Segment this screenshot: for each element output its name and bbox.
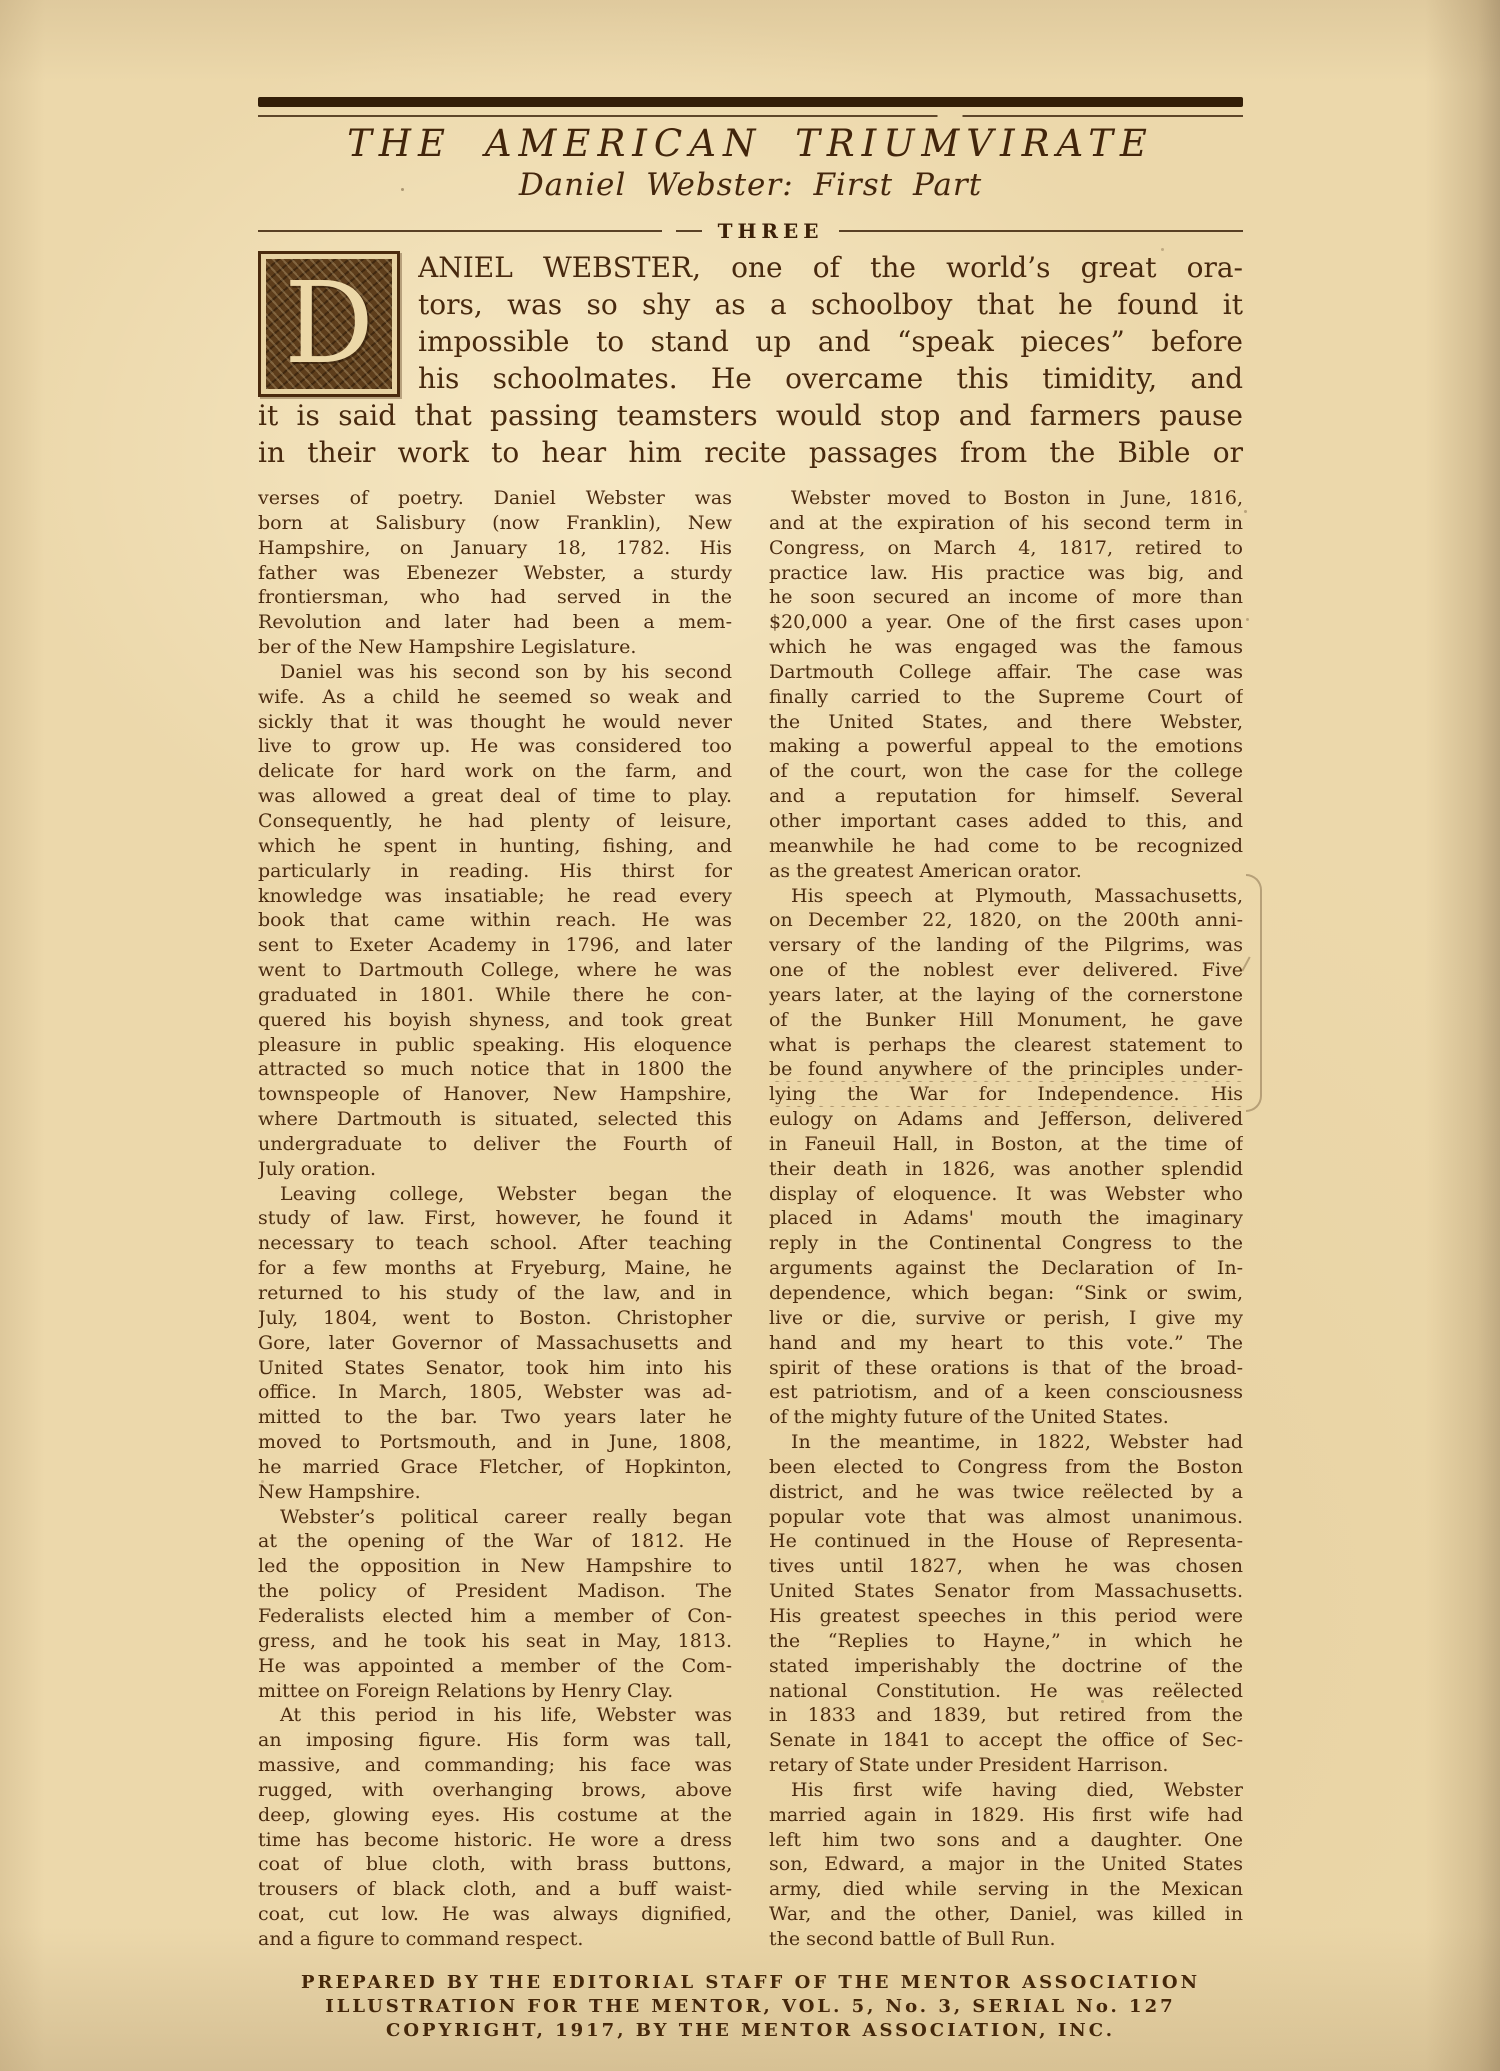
text-line: attracted so much notice that in 1800 the xyxy=(258,1058,732,1081)
lead-paragraph xyxy=(258,249,1243,471)
text-line: son, Edward, a major in the United States xyxy=(769,1853,1243,1876)
text-line: dependence, which began: “Sink or swim, xyxy=(769,1282,1243,1304)
imprint-line-2: ILLUSTRATION FOR THE MENTOR, VOL. 5, No. 3, SERIAL No. 127 xyxy=(325,1996,1176,2017)
text-line: the “Replies to Hayne,” in which he xyxy=(769,1629,1243,1652)
imprint-line-3: COPYRIGHT, 1917, BY THE MENTOR ASSOCIATION, INC. xyxy=(386,2020,1115,2041)
text-line: Federalists elected him a member of Con- xyxy=(258,1604,732,1627)
text-line: In the meantime, in 1822, Webster had xyxy=(791,1431,1243,1454)
text-line: placed in Adams' mouth the imaginary xyxy=(769,1207,1243,1230)
text-line: tives until 1827, when he was chosen xyxy=(769,1555,1243,1578)
text-line: and a figure to command respect. xyxy=(258,1927,584,1950)
text-line: been elected to Congress from the Boston xyxy=(769,1455,1243,1478)
text-line: and at the expiration of his second term in xyxy=(769,511,1243,534)
divider-dash xyxy=(676,230,702,232)
text-line: frontiersman, who had served in the xyxy=(258,586,732,609)
text-line: the United States, and there Webster, xyxy=(769,710,1243,733)
text-line: trousers of black cloth, and a buff waist- xyxy=(258,1878,732,1901)
left-column xyxy=(258,486,732,1952)
text-line: time has become historic. He wore a dress xyxy=(258,1828,732,1851)
text-line: on December 22, 1820, on the 200th anni- xyxy=(769,909,1243,932)
text-line: United States Senator, took him into his xyxy=(258,1356,732,1379)
article-title: THE AMERICAN TRIUMVIRATE xyxy=(347,122,1154,165)
text-line: reply in the Continental Congress to the xyxy=(769,1232,1243,1255)
text-line: tors, was so shy as a schoolboy that he found it xyxy=(418,288,1243,321)
text-line: massive, and commanding; his face was xyxy=(258,1754,732,1777)
text-line: in 1833 and 1839, but retired from the xyxy=(769,1704,1243,1727)
text-line: was allowed a great deal of time to play. xyxy=(258,785,732,808)
text-line: $20,000 a year. One of the first cases upon xyxy=(769,611,1243,634)
text-line: making a powerful appeal to the emotions xyxy=(769,735,1243,758)
text-line: he soon secured an income of more than xyxy=(769,586,1243,609)
text-line: book that came within reach. He was xyxy=(258,909,732,932)
text-line: Congress, on March 4, 1817, retired to xyxy=(769,536,1243,559)
text-line: live to grow up. He was considered too xyxy=(258,735,732,758)
text-line: wife. As a child he seemed so weak and xyxy=(258,685,732,708)
text-line: He was appointed a member of the Com- xyxy=(258,1654,732,1677)
text-line: be found anywhere of the principles under- xyxy=(769,1058,1243,1081)
text-line: townspeople of Hanover, New Hampshire, xyxy=(258,1083,732,1106)
text-line: born at Salisbury (now Franklin), New xyxy=(258,511,732,534)
text-line: At this period in his life, Webster was xyxy=(280,1704,732,1727)
text-line: retary of State under President Harrison. xyxy=(769,1754,1169,1777)
text-line: July oration. xyxy=(258,1157,376,1180)
text-line: lying the War for Independence. His xyxy=(769,1083,1243,1106)
text-line: led the opposition in New Hampshire to xyxy=(258,1555,732,1578)
text-line: his schoolmates. He overcame this timidity, and xyxy=(418,362,1243,395)
text-line: His speech at Plymouth, Massachusetts, xyxy=(791,884,1243,907)
text-line: in their work to hear him recite passages from the Bible or xyxy=(258,436,1243,469)
top-thin-rule xyxy=(258,115,1243,117)
imprint-footer xyxy=(258,1971,1243,2043)
text-line: versary of the landing of the Pilgrims, was xyxy=(769,934,1243,957)
text-line: spirit of these orations is that of the broad- xyxy=(769,1356,1243,1379)
text-line: study of law. First, however, he found it xyxy=(258,1207,732,1230)
top-heavy-rule xyxy=(258,97,1243,107)
text-line: necessary to teach school. After teaching xyxy=(258,1232,732,1255)
text-line: one of the noblest ever delivered. Five xyxy=(769,959,1243,982)
text-line: Leaving college, Webster began the xyxy=(280,1182,732,1205)
text-line: coat of blue cloth, with brass buttons, xyxy=(258,1853,732,1876)
text-line: an imposing figure. His form was tall, xyxy=(258,1729,732,1752)
text-line: Webster moved to Boston in June, 1816, xyxy=(791,487,1243,509)
text-line: national Constitution. He was reëlected xyxy=(769,1679,1243,1702)
text-line: returned to his study of the law, and in xyxy=(258,1282,732,1304)
text-line: of the mighty future of the United States. xyxy=(769,1406,1169,1429)
text-line: War, and the other, Daniel, was killed in xyxy=(769,1903,1243,1926)
text-line: arguments against the Declaration of In- xyxy=(769,1257,1243,1280)
text-line: His greatest speeches in this period were xyxy=(769,1604,1243,1627)
text-line: of the court, won the case for the college xyxy=(769,760,1243,783)
text-line: delicate for hard work on the farm, and xyxy=(258,760,732,783)
text-line: eulogy on Adams and Jefferson, delivered xyxy=(769,1108,1243,1131)
text-line: in Faneuil Hall, in Boston, at the time of xyxy=(769,1132,1243,1155)
text-line: district, and he was twice reëlected by a xyxy=(769,1480,1243,1503)
text-line: went to Dartmouth College, where he was xyxy=(258,959,732,982)
article-subtitle: Daniel Webster: First Part xyxy=(518,167,983,203)
text-line: Senate in 1841 to accept the office of Sec- xyxy=(769,1729,1243,1752)
text-line: Dartmouth College affair. The case was xyxy=(769,660,1243,683)
text-line: mittee on Foreign Relations by Henry Clay. xyxy=(258,1679,674,1702)
text-line: which he was engaged was the famous xyxy=(769,636,1243,659)
text-line: Revolution and later had been a mem- xyxy=(258,611,732,634)
divider-line-right xyxy=(839,230,1243,232)
text-line: gress, and he took his seat in May, 1813. xyxy=(258,1629,732,1652)
text-line: left him two sons and a daughter. One xyxy=(769,1828,1243,1851)
divider-line-left xyxy=(258,230,662,232)
drop-cap-letter: D xyxy=(284,259,374,389)
text-line: meanwhile he had come to be recognized xyxy=(769,834,1243,857)
text-line: it is said that passing teamsters would stop and farmers pause xyxy=(258,399,1243,432)
text-line: father was Ebenezer Webster, a sturdy xyxy=(258,561,732,584)
text-line: ber of the New Hampshire Legislature. xyxy=(258,636,637,659)
text-line: Gore, later Governor of Massachusetts and xyxy=(258,1331,732,1354)
lead-lines xyxy=(258,249,1243,471)
text-line: army, died while serving in the Mexican xyxy=(769,1878,1243,1901)
text-line: and a reputation for himself. Several xyxy=(769,785,1243,808)
drop-cap-box xyxy=(258,251,400,397)
text-line: at the opening of the War of 1812. He xyxy=(258,1530,732,1553)
text-line: the second battle of Bull Run. xyxy=(769,1927,1056,1950)
text-line: His first wife having died, Webster xyxy=(791,1778,1243,1801)
printed-content-area xyxy=(258,0,1243,2071)
page-number-label: THREE xyxy=(717,219,824,243)
text-line: office. In March, 1805, Webster was ad- xyxy=(258,1381,732,1404)
text-line: what is perhaps the clearest statement to xyxy=(769,1033,1243,1056)
text-line: popular vote that was almost unanimous. xyxy=(769,1505,1243,1528)
text-line: which he spent in hunting, fishing, and xyxy=(258,834,732,857)
text-line: as the greatest American orator. xyxy=(769,859,1082,882)
two-column-body xyxy=(258,486,1243,1952)
text-line: est patriotism, and of a keen consciousness xyxy=(769,1381,1243,1404)
text-line: live or die, survive or perish, I give my xyxy=(769,1306,1243,1329)
text-line: deep, glowing eyes. His costume at the xyxy=(258,1803,732,1826)
text-line: their death in 1826, was another splendid xyxy=(769,1157,1243,1180)
text-line: graduated in 1801. While there he con- xyxy=(258,983,732,1006)
text-line: moved to Portsmouth, and in June, 1808, xyxy=(258,1431,732,1454)
imprint-line-1: PREPARED BY THE EDITORIAL STAFF OF THE MENTOR ASSOCIATION xyxy=(300,1972,1201,1993)
text-line: sickly that it was thought he would never xyxy=(258,710,732,733)
text-line: He continued in the House of Representa- xyxy=(769,1530,1243,1553)
text-line: other important cases added to this, and xyxy=(769,809,1243,832)
text-line: finally carried to the Supreme Court of xyxy=(769,685,1243,708)
text-line: he married Grace Fletcher, of Hopkinton, xyxy=(258,1455,732,1478)
text-line: undergraduate to deliver the Fourth of xyxy=(258,1132,732,1155)
text-line: Webster’s political career really began xyxy=(280,1505,732,1528)
text-line: mitted to the bar. Two years later he xyxy=(258,1406,732,1429)
text-line: hand and my heart to this vote.” The xyxy=(769,1331,1243,1354)
page-number-divider xyxy=(258,221,1243,241)
text-line: pleasure in public speaking. His eloquence xyxy=(258,1033,732,1056)
text-line: United States Senator from Massachusetts. xyxy=(769,1580,1243,1603)
text-line: particularly in reading. His thirst for xyxy=(258,859,732,882)
text-line: Daniel was his second son by his second xyxy=(280,660,732,683)
text-line: married again in 1829. His first wife had xyxy=(769,1803,1243,1826)
text-line: the policy of President Madison. The xyxy=(258,1580,732,1603)
text-line: knowledge was insatiable; he read every xyxy=(258,884,732,907)
text-line: verses of poetry. Daniel Webster was xyxy=(258,487,732,509)
text-line: practice law. His practice was big, and xyxy=(769,561,1243,584)
text-line: coat, cut low. He was always dignified, xyxy=(258,1903,732,1926)
text-line: New Hampshire. xyxy=(258,1480,421,1503)
text-line: of the Bunker Hill Monument, he gave xyxy=(769,1008,1243,1031)
text-line: quered his boyish shyness, and took great xyxy=(258,1008,732,1031)
text-line: sent to Exeter Academy in 1796, and later xyxy=(258,934,732,957)
text-line: years later, at the laying of the cornerstone xyxy=(769,983,1243,1006)
text-line: Consequently, he had plenty of leisure, xyxy=(258,809,732,832)
text-line: Hampshire, on January 18, 1782. His xyxy=(258,536,732,559)
text-line: rugged, with overhanging brows, above xyxy=(258,1778,732,1801)
text-line: ANIEL WEBSTER, one of the world’s great ora- xyxy=(418,251,1243,284)
text-line: stated imperishably the doctrine of the xyxy=(769,1654,1243,1677)
text-line: July, 1804, went to Boston. Christopher xyxy=(258,1306,732,1329)
right-column xyxy=(769,486,1243,1952)
drop-cap-hatching xyxy=(266,259,392,389)
text-line: where Dartmouth is situated, selected this xyxy=(258,1108,732,1131)
text-line: for a few months at Fryeburg, Maine, he xyxy=(258,1257,732,1280)
text-line: display of eloquence. It was Webster who xyxy=(769,1182,1243,1205)
pencil-margin-bracket xyxy=(1246,874,1262,1112)
text-line: impossible to stand up and “speak pieces” before xyxy=(418,325,1243,358)
